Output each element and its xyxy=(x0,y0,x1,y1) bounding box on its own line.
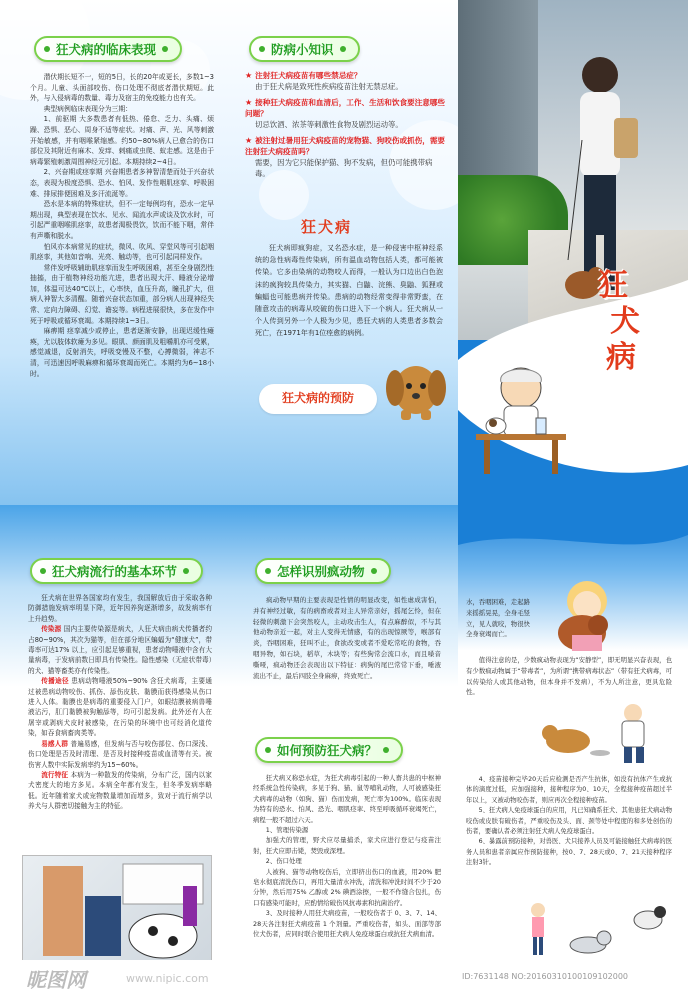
paragraph: 1、前驱期 大多数患者有低热、倦怠、乏力、头痛、烦躁、恐惧、恶心、周身不适等症状。对痛、声、光、风等刺激开始敏感，并有咽喉紧缩感。约50~80%病人已愈合的伤口部位及其附近有麻木、发痒、刺痛或虫爬、蚁走感。这是由于病毒繁殖刺激周围神经元引起。本期持续2~4日。 xyxy=(30,115,214,166)
doctor-cartoon-illustration xyxy=(466,360,576,480)
panel-epidemic xyxy=(0,505,229,960)
question: ★ 注射狂犬病疫苗有哪些禁忌症？ xyxy=(245,71,362,80)
section-tag-knowledge xyxy=(249,36,360,62)
prevent-text xyxy=(253,773,441,940)
paragraph: 怕风亦本病常见的症状，微风、吹风、穿堂风等可引起咽肌痉挛，其他如音响、光亮、触动等，也可引起同样发作。 xyxy=(30,242,214,262)
paragraph: 传播途径 患病动物唾液50%~90% 含狂犬病毒，主要通过被患病动物咬伤、抓伤、舔伤皮肤、黏膜而获得感染从伤口进入人体。黏膜也是病毒的重要侵入门户，如眼结膜被病兽唾液沾污，肛门黏膜被狗触舔等，均可引起发病。此外还有人在屠宰或剥病犬皮时被感染，在污染的环境中也可经消化道传染，如吞食病畜肉类等。 xyxy=(28,677,212,738)
cover-title-char: 狂 xyxy=(598,268,628,303)
cover-title xyxy=(588,268,678,376)
star-icon: ★ xyxy=(245,98,253,107)
paragraph: 人被狗、猫等动物咬伤后，立即挤出伤口的血液，用20% 肥皂水彻底清洗伤口，再用大量清水冲洗，清洗和冲洗时间不少于20分钟，然后用75% 乙醇或 2% 碘酒涂擦，一般不作缝合包扎，伤口有感染可能时，应酌情给破伤风抗毒素和抗菌治疗。 xyxy=(253,867,441,907)
paragraph: 狂犬病又称恐水症，为狂犬病毒引起的一种人畜共患的中枢神经系统急性传染病，多见于狗、猫、鼠等哺乳动物，人可被感染狂犬病毒的动物（如狗、猫）伤而发病，死亡率为100%。临床表现为特有的恐水、怕风、恐光、咽肌痉挛、终至呼吸循环衰竭死亡，病程一般不超过六天。 xyxy=(253,774,441,824)
cocker-dog-illustration xyxy=(381,350,451,422)
section-title: 狂犬病的临床表现 xyxy=(56,42,157,57)
rabies-intro: 狂犬病即疯狗症，又名恐水症，是一种侵害中枢神经系统的急性病毒性传染病，所有温血动物包括人类，都可能被传染。它多由染病的动物咬人而得，一般认为口边出白色泡沫的疯狗较具传染力，其实猫、白鼬、浣熊、臭鼬、狐狸或蝙蝠也可能患病并传染。患病的动物经常变得非常野蛮，在随意攻击的病毒从咬破的伤口进入下一个病人。狂犬病从一个人传到另外一个人极为少见，患狂犬病的人类患者多数会死亡，在1971年有1位痊愈的病例。 xyxy=(255,244,443,338)
paragraph: 典型病例临床表现分为三期： xyxy=(43,104,132,113)
vaccine-text-1: 水，吞咽困难，走起路来摇摇晃晃，全身毛竖立，见人就咬，物很快全身衰竭而亡。 xyxy=(466,598,530,639)
paragraph: 麻痹期 痉挛减少或停止，患者逐渐安静，出现迟缓性瘫痪，尤以肢体软瘫为多见。眼肌、颜面肌及咀嚼肌亦可受累，感觉减退，反射消失，呼吸变慢及不整，心搏微弱，神志不清，可迅速因呼吸麻痹和循环衰竭而死亡。本期约为6~18小时。 xyxy=(30,327,214,378)
infographic-graphic xyxy=(23,856,211,960)
paragraph: 2、伤口处理 xyxy=(265,857,302,866)
footer-bar xyxy=(0,960,688,993)
identify-text: 疯动物早期的主要表现是性情的明显改变，如性虐成害怕，并有神经过敏，有的病畜或者对主人异常亲好，摇尾乞怜，但在轻微的刺激下会突然咬人，主动攻击生人，有点麻醉似，不与其他动物亲近一起，对主人变得无情感，有的出现惊厥等，喉部有炎，吞咽困难，狂叫不止，食欲改变或者不爱吃常吃的食物，吞咽异物，如石块，稻草，木块等；有些狗常会流口水，而且嗓音嘶哑，疯动物还会表现出以下特征：病狗的尾巴常常下垂，唾液流出不止，最后四肢全身麻痹，终致死亡。 xyxy=(253,596,441,680)
paragraph: 3、及时接种人用狂犬病疫苗，一般咬伤者于 0、3、7、14、28天各注射狂犬病疫苗 1 个剂量。严重咬伤者，如头、面部等部位犬伤者，应同时联合使用狂犬病人免疫球蛋白或抗狂犬病血清。 xyxy=(253,909,441,939)
section-tag-prevent xyxy=(255,737,403,763)
answer: 由于狂犬病是致死性疾病疫苗注射无禁忌症。 xyxy=(255,82,403,91)
prevention-label: 狂犬病的预防 xyxy=(281,391,354,405)
paragraph: 易感人群 普遍易感，但发病与否与咬伤部位、伤口深浅、伤口处理是否及时清理、是否及时接种疫苗或血清等有关。被伤害人数中实际发病率约为15~60%。 xyxy=(28,739,213,769)
panel-vaccine xyxy=(458,505,688,960)
section-title: 如何预防狂犬病？ xyxy=(277,743,378,758)
answer: 切忌饮酒、浓茶等刺激性食物及剧烈运动等。 xyxy=(255,120,403,129)
section-title: 狂犬病流行的基本环节 xyxy=(52,564,178,579)
paragraph: 6、暴露前预防接种，对兽医、犬只接养人员及可能接触狂犬病毒的医务人员和患者亲属应作预防接种，按0、7、28天或0、7、21天接种程序注射3针。 xyxy=(466,838,672,867)
paragraph: 流行特征 本病为一种散发的传染病，分布广泛，国内以家犬密度大的地方多见。本病全年都有发生，但冬季发病率略低。近年随着家犬或宠物数量增加而增多，致对于流行病学以养犬与人群密切接触为主的特征。 xyxy=(28,770,213,811)
panel-identify xyxy=(229,505,458,960)
watermark-id: ID:7631148 NO:20160310100109102000 xyxy=(462,972,629,981)
question: ★ 接种狂犬病疫苗和血清后，工作、生活和饮食要注意哪些问题？ xyxy=(245,98,446,118)
answer: 需要，因为它只能保护猫、狗不发病，但仍可能携带病毒。 xyxy=(255,158,433,178)
question: ★ 被注射过暑用狂犬病疫苗的宠物猫、狗咬伤或抓伤，需要注射狂犬病疫苗吗？ xyxy=(245,136,446,156)
vaccine-text-3 xyxy=(466,775,672,869)
paragraph: 狂犬病在世界各国家均有发生，我国解放后由于采取各种防御措施发病率明显下降，近年因养狗逐渐增多，故发病率有上升趋势。 xyxy=(28,594,212,623)
section-tag-clinical xyxy=(34,36,182,62)
section-tag-identify xyxy=(255,558,391,584)
paragraph: 潜伏期长短不一，短的5日，长的20年或更长，多数1~3个月。儿童、头面部咬伤、伤口处理不彻底者潜伏期短。此外，与入侵病毒的数量、毒力及宿主的免疫能力也有关。 xyxy=(30,73,214,103)
watermark-site: www.nipic.com xyxy=(126,972,209,985)
epidemic-text xyxy=(28,593,212,812)
vaccine-text-2: 值得注意的是，少数疯动物表现为“安静型”，即无明显兴奋表现，也有少数疯动物属于“带毒者”，为所谓“携带病毒状态”（带有狂犬病毒，可以传染给人或其他动物，但本身并不发病），不为人所注意，更具危险性。 xyxy=(466,656,672,697)
paragraph: 恐水是本病的特殊症状，但不一定每例均有，恐水一定早期出现，典型表现在饮水、见水、闻流水声或谈及饮水时，可引起严重咽喉肌痉挛，故患者渴极畏饮，饮而不能下咽，常伴有声嘶和脱水。 xyxy=(30,200,214,240)
panel-cover xyxy=(458,0,688,505)
paragraph: 2、兴奋期或痉挛期 兴奋期患者多神智清楚而处于兴奋状态，表现为极度恐惧、恐水、怕风、发作性咽肌痉挛、呼吸困难、排尿排便困难及多汗流涎等。 xyxy=(30,168,214,198)
vet-with-dog-illustration xyxy=(538,695,658,765)
paragraph: 1、管理传染源 xyxy=(265,826,309,835)
paragraph: 加强犬的管理，野犬应尽量捕杀，家犬应进行登记与疫苗注射，狂犬应即击毙，焚毁或深埋。 xyxy=(253,836,441,855)
walking-dog-illustration xyxy=(498,900,678,960)
girl-hugging-dog-illustration xyxy=(542,573,632,653)
paragraph: 5、狂犬病人免疫球蛋白的应用，凡已知确系狂犬、其他患狂犬病动物咬伤或皮肤有破伤者，严重咬伤及头、面、颈等处中程度的和多处创伤的伤者，要确认者必须注射狂犬病人免疫球蛋白。 xyxy=(466,807,672,836)
paragraph: 常伴发呼吸辅助肌痉挛而发生呼吸困难，甚至全身剧烈性抽搐，由于植物神经功能亢进，患者出现大汗、睡液分泌增加，体温可达40℃以上，心率快，血压升高，瞳孔扩大，但病人神智大多清醒。随着兴奋状态加重，部分病人出现神经失常、定向力障碍、幻觉、谵妄等。病程进展很快，多在发作中死于呼吸或循环衰竭。本期持续1~3日。 xyxy=(30,263,214,325)
prevention-cloud xyxy=(259,384,377,414)
clinical-text xyxy=(30,72,214,379)
paragraph: 传染源 国内主要传染源是病犬，人狂犬病由病犬传播者约占80~90%，其次为猫等，但在部分地区蝙蝠为“健康犬”，带毒率可达17% 以上，应引起足够重视，患者动物唾液中含有大量病毒，于发病前数日即具有传染性。隐性感染（无症状带毒）的犬、猫等畜类亦有传染性。 xyxy=(28,625,213,675)
panel-knowledge xyxy=(229,0,458,505)
wave-top xyxy=(458,505,688,565)
paragraph: 4、疫苗接种完毕20天后应检测是否产生抗体，如没有抗体产生或抗体的滴度过低，应加强接种，接种程序为0、10天，全程接种疫苗超过半年以上，又被动物咬伤者，则应再次全程接种疫苗。 xyxy=(466,776,672,804)
section-title: 防病小知识 xyxy=(271,42,334,57)
dog-bite-infographic xyxy=(22,855,212,960)
watermark-logo: 昵图网 xyxy=(26,968,86,992)
panel-clinical xyxy=(0,0,229,505)
section-title: 怎样识别疯动物 xyxy=(277,564,365,579)
rabies-subtitle: 狂犬病 xyxy=(301,218,353,236)
star-icon: ★ xyxy=(245,136,253,145)
cover-title-char: 犬 xyxy=(610,304,640,339)
cover-title-char: 病 xyxy=(606,340,636,375)
section-tag-epidemic xyxy=(30,558,203,584)
qa-list xyxy=(245,70,445,184)
star-icon: ★ xyxy=(245,71,253,80)
